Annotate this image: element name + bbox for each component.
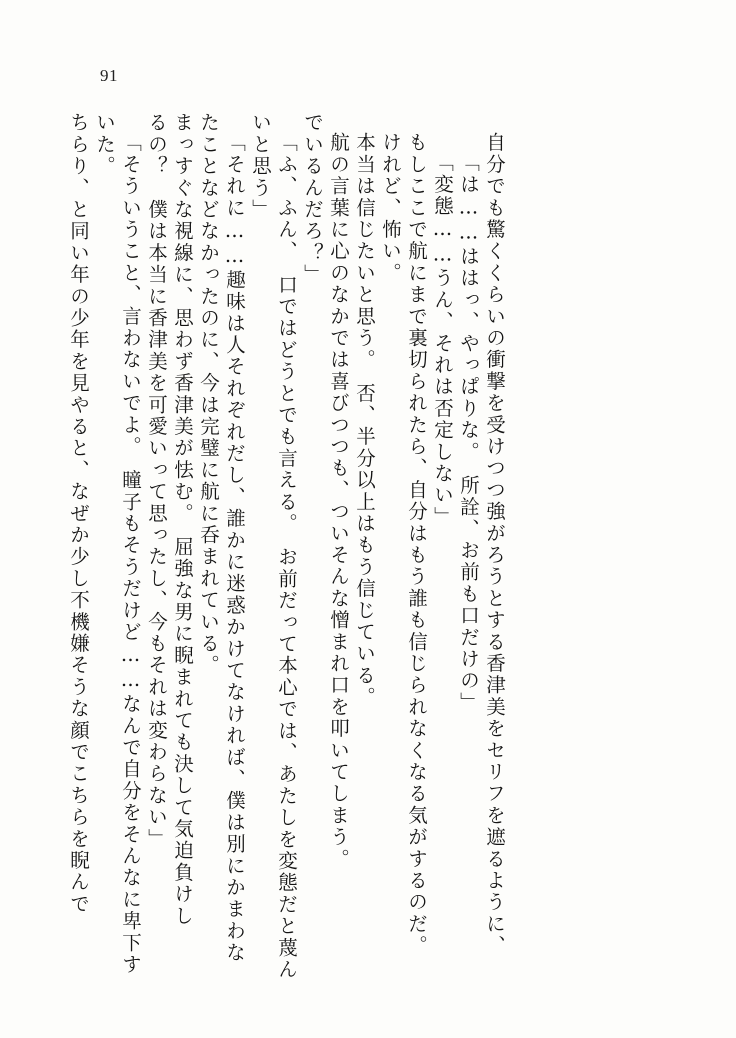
text-column: 「そういうこと、言わないでよ。 瞳子もそうだけど……なんで自分をそんなに卑下す: [119, 132, 142, 976]
text-column: 「ふ、ふん、 口ではどうとでも言える。 お前だって本心では、あたしを変態だと蔑ん: [275, 132, 298, 981]
text-column: 「それに……趣味は人それぞれだし、誰かに迷惑かけてなければ、僕は別にかまわな: [223, 132, 246, 964]
text-column: たことなどなかったのに、今は完璧に航に呑まれている。: [197, 112, 220, 677]
text-column: 「変態……うん、それは否定しない」: [431, 152, 454, 528]
text-column: いと思う」: [249, 112, 272, 221]
text-column: もしここで航にまで裏切られたら、自分はもう誰も信じられなくなる気がするのだ。: [405, 132, 428, 957]
text-column: でいるんだろ？」: [301, 112, 324, 286]
vertical-text-block: [62, 112, 682, 992]
text-column: まっすぐな視線に、思わず香津美が怯む。 屈強な男に睨まれても決して気迫負けし: [171, 112, 194, 927]
text-column: いた。: [93, 112, 116, 178]
page-number: 91: [100, 66, 118, 85]
text-column: 「は……ははっ、やっぱりな。 所詮、お前も口だけの」: [457, 152, 480, 714]
text-column: 航の言葉に心のなかでは喜びつつも、ついそんな憎まれ口を叩いてしまう。: [327, 132, 350, 870]
text-column: けれど、怖い。: [379, 132, 402, 284]
text-column: 本当は信じたいと思う。 否、半分以上はもう信じている。: [353, 132, 376, 709]
text-column: 自分でも驚くくらいの衝撃を受けつつ強がろうとする香津美をセリフを遮るように、: [483, 132, 506, 957]
text-column: ちらり、と同い年の少年を見やると、なぜか少し不機嫌そうな顔でこちらを睨んで: [67, 112, 90, 915]
text-column: るの？ 僕は本当に香津美を可愛いって思ったし、今もそれは変わらない」: [145, 112, 168, 850]
